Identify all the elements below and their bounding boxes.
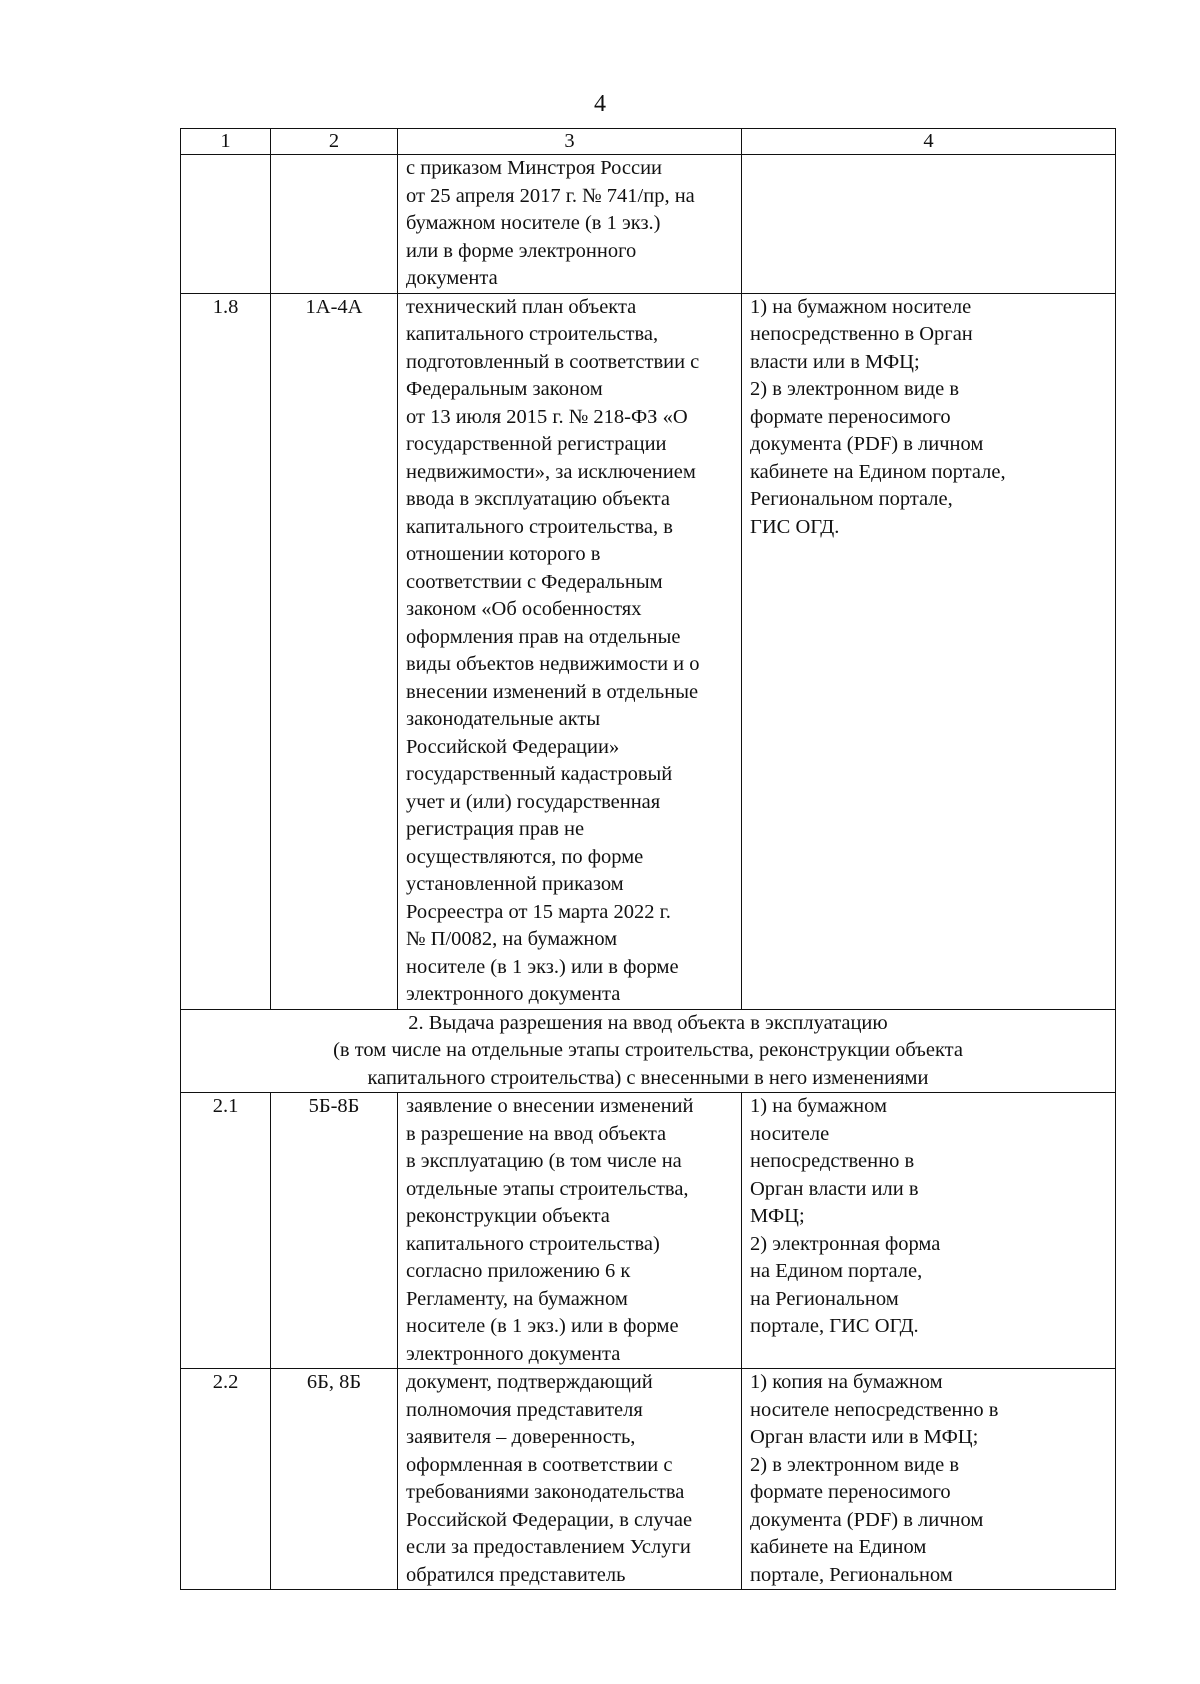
row-document: заявление о внесении изменений в разрешение на ввод объекта в эксплуатацию (в том числе на отдельные этапы строительства, реконструкции объекта капитального строительства) согласно приложению 6 к Регламенту, на бумажном носителе (в 1 экз.) или в форме электронного документа [398,1093,742,1369]
row-code [271,155,398,294]
row-document: с приказом Минстроя России от 25 апреля 2017 г. № 741/пр, на бумажном носителе (в 1 экз.) или в форме электронного документа [398,155,742,294]
header-cell-2: 2 [271,129,398,155]
row-method: 1) копия на бумажном носителе непосредственно в Орган власти или в МФЦ; 2) в электронном виде в формате переносимого документа (PDF) в личном кабинете на Едином портале, Региональном [742,1369,1116,1590]
row-number: 1.8 [181,293,271,1009]
row-code: 5Б-8Б [271,1093,398,1369]
table-row [181,293,1116,1009]
row-number [181,155,271,294]
header-cell-1: 1 [181,129,271,155]
row-code: 6Б, 8Б [271,1369,398,1590]
table-row [181,155,1116,294]
row-document: документ, подтверждающий полномочия представителя заявителя – доверенность, оформленная в соответствии с требованиями законодательства Российской Федерации, в случае если за предоставлением Услуги обратился представитель [398,1369,742,1590]
row-method: 1) на бумажном носителе непосредственно в Орган власти или в МФЦ; 2) в электронном виде в формате переносимого документа (PDF) в личном кабинете на Едином портале, Региональном портале, ГИС ОГД. [742,293,1116,1009]
row-code: 1А-4А [271,293,398,1009]
header-cell-3: 3 [398,129,742,155]
section-row [181,1009,1116,1093]
page-number: 4 [594,91,606,117]
table-header-row [181,129,1116,155]
documents-table [180,128,1116,1590]
section-title: 2. Выдача разрешения на ввод объекта в эксплуатацию (в том числе на отдельные этапы строительства, реконструкции объекта капитального строительства) с внесенными в него изменениями [181,1009,1116,1093]
row-number: 2.1 [181,1093,271,1369]
table-row [181,1369,1116,1590]
row-number: 2.2 [181,1369,271,1590]
header-cell-4: 4 [742,129,1116,155]
row-method [742,155,1116,294]
table-row [181,1093,1116,1369]
row-document: технический план объекта капитального строительства, подготовленный в соответствии с Федеральным законом от 13 июля 2015 г. № 218-ФЗ «О государственной регистрации недвижимости», за исключением ввода в эксплуатацию объекта капитального строительства, в отношении которого в соответствии с Федеральным законом «Об особенностях оформления прав на отдельные виды объектов недвижимости и о внесении изменений в отдельные законодательные акты Российской Федерации» государственный кадастровый учет и (или) государственная регистрация прав не осуществляются, по форме установленной приказом Росреестра от 15 марта 2022 г. № П/0082, на бумажном носителе (в 1 экз.) или в форме электронного документа [398,293,742,1009]
row-method: 1) на бумажном носителе непосредственно в Орган власти или в МФЦ; 2) электронная форма на Едином портале, на Региональном портале, ГИС ОГД. [742,1093,1116,1369]
